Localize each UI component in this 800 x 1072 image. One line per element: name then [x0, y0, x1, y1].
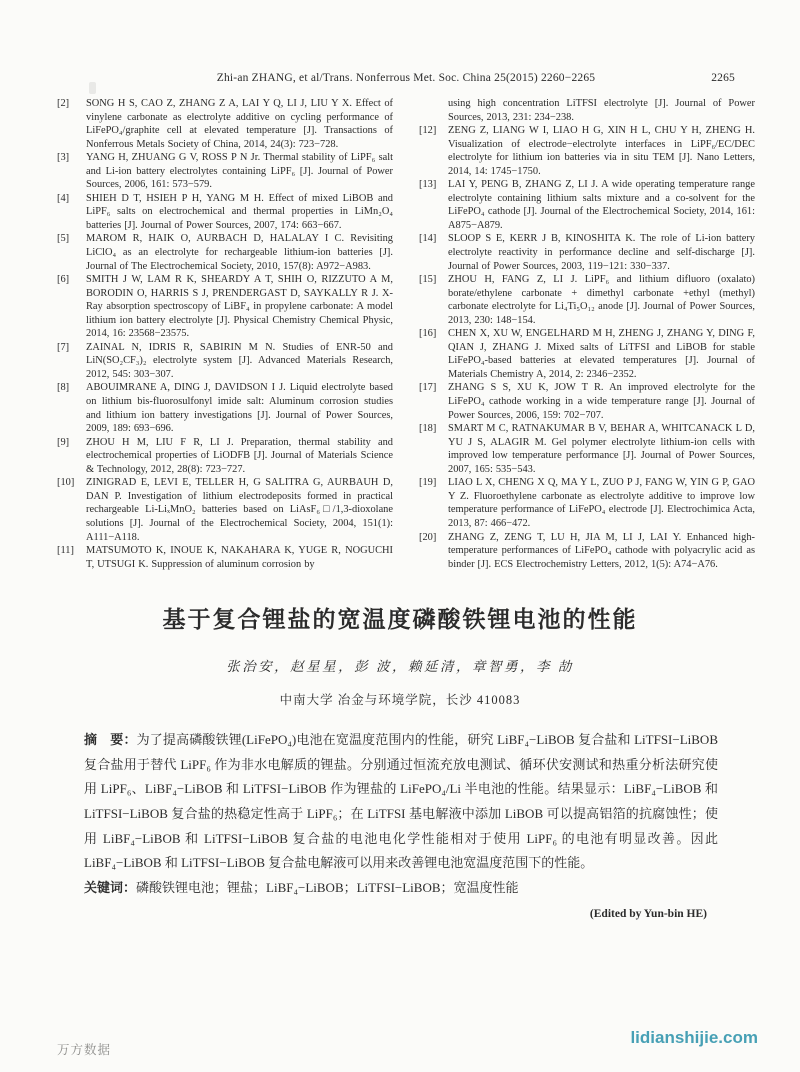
reference-text: SONG H S, CAO Z, ZHANG Z A, LAI Y Q, LI J, LIU Y X. Effect of vinylene carbonate as electrolyte additive on cycling performance of LiFePO₄/graphite cell at elevated temperature [J]. Transactions of Nonferrous Metals Society of China, 2014, 24(3): 723−728.: [86, 98, 393, 150]
reference-number: [20]: [419, 531, 437, 543]
reference-number: [14]: [419, 233, 437, 245]
reference-text: MAROM R, HAIK O, AURBACH D, HALALAY I C. Revisiting LiClO₄ as an electrolyte for rechargeable lithium-ion batteries [J]. Journal of The Electrochemical Society, 2010, 157(8): A972−A983.: [86, 233, 393, 272]
reference-item: [57, 151, 393, 192]
reference-number: [19]: [419, 477, 437, 489]
keywords-text: 磷酸铁锂电池；锂盐；LiBF₄−LiBOB；LiTFSI−LiBOB；宽温度性能: [136, 879, 519, 895]
reference-number: [5]: [57, 233, 70, 245]
reference-text: ZENG Z, LIANG W I, LIAO H G, XIN H L, CHU Y H, ZHENG H. Visualization of electrode−electrolyte interfaces in LiPF₆/EC/DEC electrolyte for lithium ion batteries via in situ TEM [J]. Nano Letters, 2014, 14: 1745−1750.: [448, 125, 755, 177]
reference-item: [57, 476, 393, 544]
reference-text: SMART M C, RATNAKUMAR B V, BEHAR A, WHITCANACK L D, YU J S, ALAGIR M. Gel polymer electrolyte lithium-ion cells with improved low temperature performance [J]. Journal of Power Sources, 2007, 165: 535−543.: [448, 423, 755, 475]
authors-line: 张治安，赵星星，彭 波，赖延清，章智勇，李 劼: [226, 659, 574, 675]
references-left-column: [57, 97, 393, 571]
reference-item: [419, 178, 755, 232]
reference-number: [15]: [419, 274, 437, 286]
reference-item: [419, 97, 755, 124]
reference-item: [57, 97, 393, 151]
reference-number: [17]: [419, 382, 437, 394]
reference-number: [11]: [57, 545, 74, 557]
reference-number: [8]: [57, 382, 70, 394]
reference-item: [419, 327, 755, 381]
keywords-label: 关键词：: [84, 879, 137, 895]
reference-number: [13]: [419, 179, 437, 191]
keywords-line: [84, 876, 718, 901]
reference-text: ZINIGRAD E, LEVI E, TELLER H, G SALITRA G, AURBAUH D, DAN P. Investigation of lithium electrodeposits formed in practical rechargeable Li-LiₓMnO₂ batteries based on LiAsF₆□/1,3-dioxolane solutions [J]. Journal of the Electrochemical Society, 2004, 151(1): A111−A118.: [86, 477, 393, 543]
affiliation-line: 中南大学 冶金与环境学院，长沙 410083: [279, 693, 521, 708]
reference-text: YANG H, ZHUANG G V, ROSS P N Jr. Thermal stability of LiPF₆ salt and Li-ion battery electrolytes containing LiPF₆ [J]. Journal of Power Sources, 2006, 161: 573−579.: [86, 152, 393, 191]
reference-number: [9]: [57, 436, 70, 448]
reference-text: LAI Y, PENG B, ZHANG Z, LI J. A wide operating temperature range electrolyte containing lithium salts mixture and a co-solvent for the LiFePO₄ cathode [J]. Journal of the Electrochemical Society, 2014, 161: A875−A879.: [448, 179, 755, 231]
wanfang-watermark: 万方数据: [57, 1043, 112, 1057]
reference-item: [419, 124, 755, 178]
reference-item: [57, 273, 393, 341]
site-watermark-link[interactable]: lidianshijie.com: [630, 1028, 758, 1047]
reference-number: [2]: [57, 98, 70, 109]
reference-number: [12]: [419, 125, 437, 137]
reference-item: [419, 381, 755, 422]
reference-item: [57, 381, 393, 435]
reference-number: [4]: [57, 192, 70, 204]
reference-number: [16]: [419, 328, 437, 340]
reference-item: [419, 476, 755, 530]
reference-item: [419, 531, 755, 572]
reference-number: [18]: [419, 423, 437, 435]
reference-text: ZHOU H, FANG Z, LI J. LiPF₆ and lithium difluoro (oxalato) borate/ethylene carbonate + dimethyl carbonate +ethyl (methyl) carbonate electrolyte for Li₄Ti₅O₁₂ anode [J]. Journal of Power Sources, 2013, 230: 148−154.: [448, 274, 755, 326]
reference-text: SMITH J W, LAM R K, SHEARDY A T, SHIH O, RIZZUTO A M, BORODIN O, HARRIS S J, PRENDERGAST D, SAYKALLY R J. X-Ray absorption spectroscopy of LiBF₄ in propylene carbonate: A model lithium ion battery electrolyte [J]. Physical Chemistry Chemical Physic, 2014, 16: 23568−23575.: [86, 274, 393, 340]
reference-text: ZHOU H M, LIU F R, LI J. Preparation, thermal stability and electrochemical properties of LiODFB [J]. Journal of Materials Science & Technology, 2012, 28(8): 723−727.: [86, 436, 393, 475]
edited-by-note: (Edited by Yun-bin HE): [589, 908, 707, 921]
reference-text: ZAINAL N, IDRIS R, SABIRIN M N. Studies of ENR-50 and LiN(SO₂CF₃)₂ electrolyte system [J]. Advanced Materials Research, 2012, 545: 303−307.: [86, 341, 393, 380]
reference-text: MATSUMOTO K, INOUE K, NAKAHARA K, YUGE R, NOGUCHI T, UTSUGI K. Suppression of aluminum corrosion by: [86, 545, 393, 570]
abstract-text: 为了提高磷酸铁锂(LiFePO₄)电池在宽温度范围内的性能，研究 LiBF₄−LiBOB 复合盐和 LiTFSI−LiBOB 复合盐用于替代 LiPF₆ 作为非水电解质的锂盐。分别通过恒流充放电测试、循环伏安测试和热重分析法研究使用 LiPF₆、LiBF₄−LiBOB 和 LiTFSI−LiBOB 作为锂盐的 LiFePO₄/Li 半电池的性能。结果显示：LiBF₄−LiBOB 和 LiTFSI−LiBOB 复合盐的热稳定性高于 LiPF₆；在 LiTFSI 基电解液中添加 LiBOB 可以提高铝箔的抗腐蚀性；使用 LiBF₄−LiBOB 和 LiTFSI−LiBOB 复合盐的电池电化学性能相对于使用 LiPF₆ 的电池有明显改善。因此 LiBF₄−LiBOB 和 LiTFSI−LiBOB 复合盐电解液可以用来改善锂电池宽温度范围下的性能。: [84, 732, 718, 871]
reference-item: [57, 192, 393, 233]
abstract-label: 摘 要：: [84, 732, 137, 748]
reference-text: SLOOP S E, KERR J B, KINOSHITA K. The role of Li-ion battery electrolyte reactivity in performance decline and self-discharge [J]. Journal of Power Sources, 2003, 119−121: 330−337.: [448, 233, 755, 272]
reference-number: [10]: [57, 477, 75, 489]
reference-text: SHIEH D T, HSIEH P H, YANG M H. Effect of mixed LiBOB and LiPF₆ salts on electrochemical and thermal properties in LiMn₂O₄ batteries [J]. Journal of Power Sources, 2007, 174: 663−667.: [86, 192, 393, 231]
reference-item: [419, 232, 755, 273]
running-title: Zhi-an ZHANG, et al/Trans. Nonferrous Met. Soc. China 25(2015) 2260−2265: [216, 72, 596, 84]
reference-item: [57, 436, 393, 477]
reference-text: LIAO L X, CHENG X Q, MA Y L, ZUO P J, FANG W, YIN G P, GAO Y Z. Fluoroethylene carbonate as electrolyte additive to improve low temperature performance of LiFePO₄ electrode [J]. Electrochimica Acta, 2013, 87: 466−472.: [448, 477, 755, 529]
reference-text: CHEN X, XU W, ENGELHARD M H, ZHENG J, ZHANG Y, DING F, QIAN J, ZHANG J. Mixed salts of LiTFSI and LiBOB for stable LiFePO₄-based batteries at elevated temperatures [J]. Journal of Materials Chemistry A, 2014, 2: 2346−2352.: [448, 328, 755, 380]
reference-text: using high concentration LiTFSI electrolyte [J]. Journal of Power Sources, 2013, 231: 234−238.: [448, 98, 755, 123]
reference-item: [419, 422, 755, 476]
reference-item: [57, 544, 393, 571]
reference-number: [3]: [57, 152, 70, 164]
reference-item: [57, 232, 393, 273]
reference-text: ZHANG Z, ZENG T, LU H, JIA M, LI J, LAI Y. Enhanced high-temperature performances of LiFePO₄ cathode with polyacrylic acid as binder [J]. ECS Electrochemistry Letters, 2012, 1(5): A74−A76.: [448, 531, 755, 570]
reference-text: ABOUIMRANE A, DING J, DAVIDSON I J. Liquid electrolyte based on lithium bis-fluorosulfonyl imide salt: Aluminum corrosion studies and lithium ion battery investigations [J]. Journal of Power Sources, 2009, 189: 693−696.: [86, 382, 393, 435]
page-number: 2265: [711, 72, 735, 84]
chinese-article-title: 基于复合锂盐的宽温度磷酸铁锂电池的性能: [162, 607, 638, 633]
references-section: [57, 97, 755, 571]
page-header: [57, 72, 755, 84]
reference-item: [419, 273, 755, 327]
abstract-paragraph: [84, 728, 718, 876]
reference-item: [57, 341, 393, 382]
reference-text: ZHANG S S, XU K, JOW T R. An improved electrolyte for the LiFePO₄ cathode working in a wide temperature range [J]. Journal of Power Sources, 2006, 159: 702−707.: [448, 382, 755, 421]
references-right-column: [419, 97, 755, 571]
reference-number: [7]: [57, 341, 70, 353]
reference-number: [419, 97, 448, 124]
reference-number: [6]: [57, 274, 70, 286]
